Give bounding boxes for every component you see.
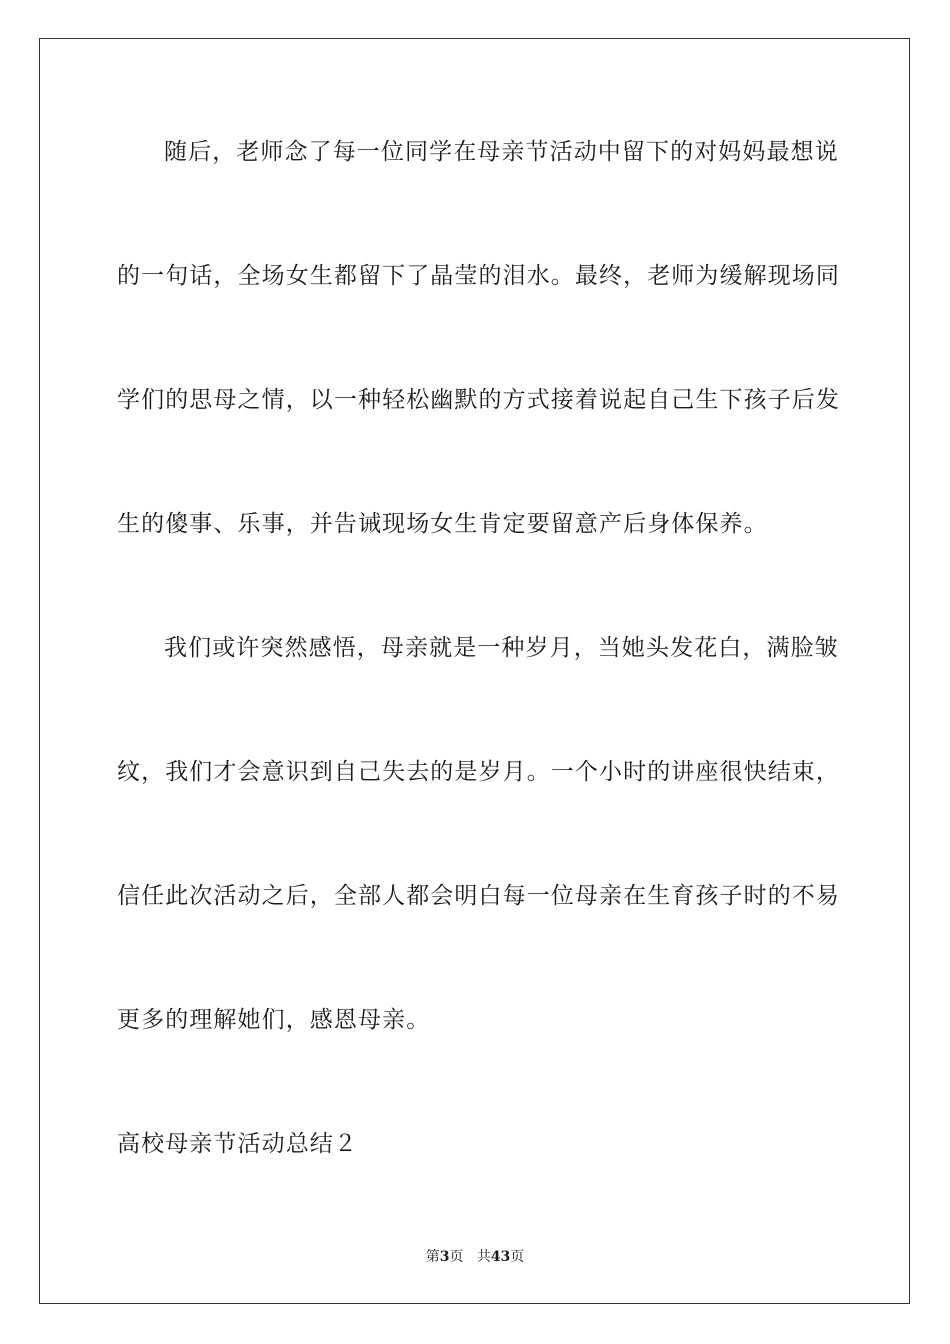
paragraph-2-line-3: 信任此次活动之后，全部人都会明白每一位母亲在生育孩子时的不易	[117, 883, 840, 909]
paragraph-1-line-2: 的一句话，全场女生都留下了晶莹的泪水。最终，老师为缓解现场同	[117, 263, 840, 289]
total-suffix: 页	[510, 1249, 525, 1265]
total-pages: 43	[490, 1249, 511, 1265]
page-suffix: 页	[449, 1249, 464, 1265]
paragraph-2-line-4: 更多的理解她们，感恩母亲。	[117, 1007, 431, 1033]
paragraph-1-line-1: 随后，老师念了每一位同学在母亲节活动中留下的对妈妈最想说	[164, 139, 839, 165]
paragraph-1-line-4: 生的傻事、乐事，并告诫现场女生肯定要留意产后身体保养。	[117, 511, 768, 537]
paragraph-2-line-1: 我们或许突然感悟，母亲就是一种岁月，当她头发花白，满脸皱	[164, 635, 839, 661]
section-title: 高校母亲节活动总结２	[117, 1131, 358, 1157]
page-prefix: 第	[425, 1249, 440, 1265]
total-prefix: 共	[476, 1249, 491, 1265]
paragraph-2-line-2: 纹，我们才会意识到自己失去的是岁月。一个小时的讲座很快结束，	[117, 759, 840, 785]
page-number: 3	[439, 1249, 450, 1265]
page-footer	[0, 1247, 950, 1267]
paragraph-1-line-3: 学们的思母之情，以一种轻松幽默的方式接着说起自己生下孩子后发	[117, 387, 840, 413]
page-border	[39, 38, 910, 1304]
